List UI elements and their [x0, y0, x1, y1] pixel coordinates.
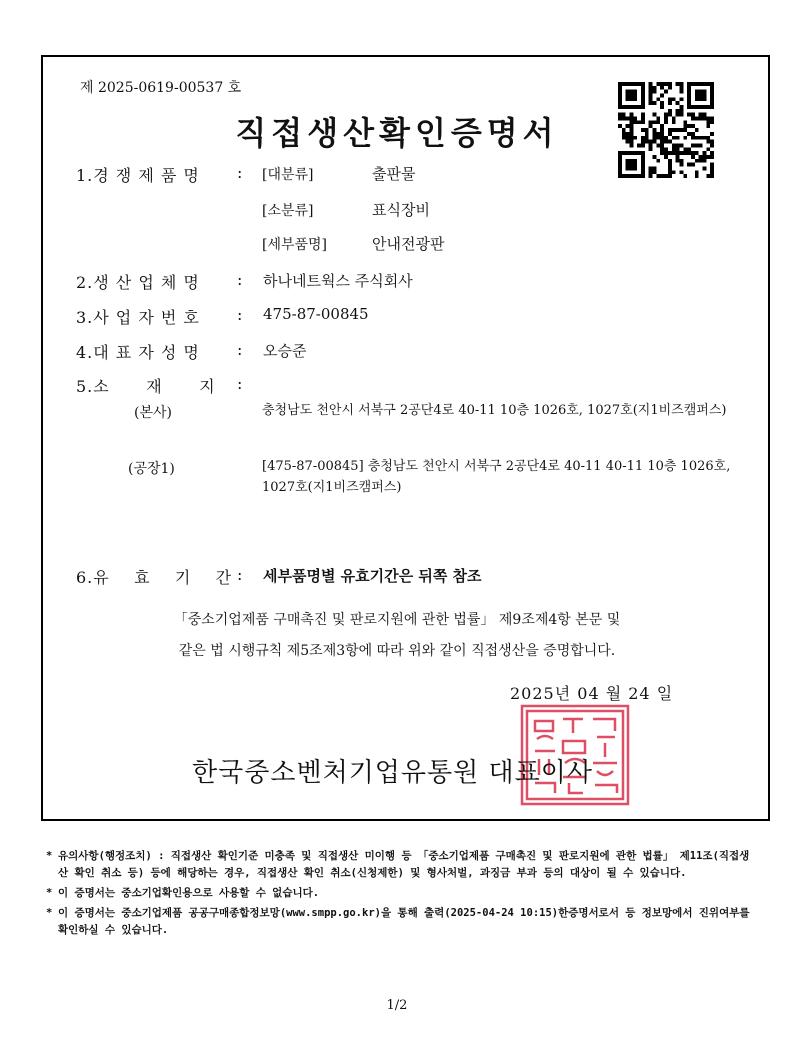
note-item [46, 885, 756, 902]
colon: : [237, 374, 243, 393]
bullet: * [46, 907, 53, 919]
colon: : [237, 163, 243, 182]
colon: : [237, 305, 243, 324]
notes-section [46, 848, 756, 942]
minor-category-value: 표식장비 [372, 201, 430, 219]
product-label: 1.경 쟁 제 품 명 [76, 166, 200, 185]
bullet: * [46, 850, 53, 862]
major-category-key: [대분류] [262, 167, 314, 183]
representative-name: 오승준 [263, 342, 307, 360]
issuer-name: 한국중소벤처기업유통원 대표이사 [192, 758, 594, 788]
statement-line-2: 같은 법 시행규칙 제5조제3항에 따라 위와 같이 직접생산을 증명합니다. [178, 643, 616, 659]
factory-label: (공장1) [128, 461, 175, 477]
validity-label: 6.유 효 기 간 [76, 568, 233, 587]
business-number: 475-87-00845 [263, 305, 369, 323]
page-number: 1/2 [386, 998, 408, 1013]
detail-item-key: [세부품명] [262, 237, 328, 253]
bullet: * [46, 887, 53, 899]
factory-address: [475-87-00845] 충청남도 천안시 서북구 2공단4로 40-11 40-11 10층 1026호, 1027호(지1비즈캠퍼스) [262, 459, 731, 495]
issue-date: 2025년 04 월 24 일 [510, 684, 674, 703]
statement-line-1: 「중소기업제품 구매촉진 및 판로지원에 관한 법률」 제9조제4항 본문 및 [173, 612, 621, 628]
location-label: 5.소 재 지 [76, 377, 216, 396]
note-text: 이 증명서는 중소기업확인용으로 사용할 수 없습니다. [58, 887, 320, 899]
note-text: 이 증명서는 중소기업제품 공공구매종합정보망(www.smpp.go.kr)을 통해 출력(2025-04-24 10:15)한증명서로서 등 정보망에서 진위여부를 확인하실 수 있습니다. [58, 907, 750, 936]
note-item [46, 848, 756, 882]
certificate-number: 제 2025-0619-00537 호 [80, 80, 242, 96]
colon: : [237, 270, 243, 289]
head-office-address: 충청남도 천안시 서북구 2공단4로 40-11 10층 1026호, 1027호(지1비즈캠퍼스) [262, 403, 727, 418]
colon: : [237, 340, 243, 359]
company-label: 2.생 산 업 체 명 [76, 273, 200, 292]
document-title: 직접생산확인증명서 [235, 114, 559, 152]
colon: : [237, 565, 243, 584]
validity-value: 세부품명별 유효기간은 뒤쪽 참조 [263, 567, 482, 585]
detail-item-value: 안내전광판 [372, 235, 445, 253]
representative-label: 4.대 표 자 성 명 [76, 343, 200, 362]
minor-category-key: [소분류] [262, 203, 314, 219]
note-item [46, 905, 756, 939]
major-category-value: 출판물 [372, 165, 416, 183]
head-office-label: (본사) [134, 405, 172, 421]
company-name: 하나네트웍스 주식회사 [263, 272, 413, 290]
business-number-label: 3.사 업 자 번 호 [76, 308, 200, 327]
note-text: 유의사항(행정조치) : 직접생산 확인기준 미충족 및 직접생산 미이행 등 「중소기업제품 구매촉진 및 판로지원에 관한 법률」 제11조(직접생산 확인 취소 등) 등에 해당하는 경우, 직접생산 확인 취소(신청제한) 및 형사처벌, 과징금 부과 등의 대상이 될 수 있습니다. [58, 850, 750, 879]
